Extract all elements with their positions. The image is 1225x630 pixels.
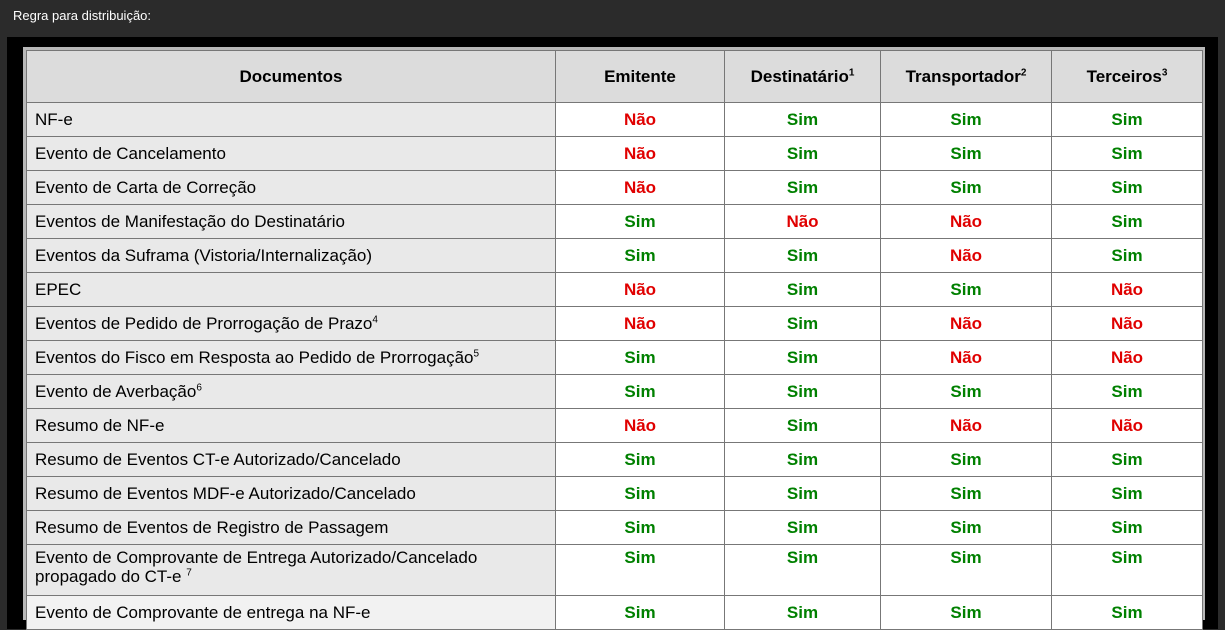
status-value-cell: Sim xyxy=(725,239,881,273)
document-name: Resumo de Eventos de Registro de Passagem xyxy=(35,517,389,537)
document-name: Resumo de NF-e xyxy=(35,415,165,435)
status-value-cell: Sim xyxy=(1052,103,1203,137)
status-value-cell: Não xyxy=(556,307,725,341)
status-value-cell: Não xyxy=(881,307,1052,341)
table-row xyxy=(27,477,1203,511)
status-value-cell: Sim xyxy=(1052,443,1203,477)
status-value-cell: Sim xyxy=(556,443,725,477)
document-name: Eventos do Fisco em Resposta ao Pedido de Prorrogação xyxy=(35,347,474,367)
document-name-cell xyxy=(27,307,556,341)
status-value-cell: Não xyxy=(556,103,725,137)
document-name: Resumo de Eventos CT-e Autorizado/Cancelado xyxy=(35,449,401,469)
document-name-cell xyxy=(27,205,556,239)
document-name-cell xyxy=(27,103,556,137)
status-value-cell: Sim xyxy=(725,511,881,545)
footnote-marker: 1 xyxy=(848,66,855,78)
status-value-cell: Sim xyxy=(881,171,1052,205)
status-value-cell: Sim xyxy=(725,137,881,171)
table-row xyxy=(27,596,1203,630)
column-header-documentos xyxy=(27,51,556,103)
status-value-cell: Sim xyxy=(881,511,1052,545)
document-name: Evento de Comprovante de entrega na NF-e xyxy=(35,602,371,622)
table-row xyxy=(27,545,1203,596)
status-value-cell: Sim xyxy=(881,596,1052,630)
status-value-cell: Não xyxy=(1052,273,1203,307)
status-value-cell: Sim xyxy=(725,103,881,137)
column-header-transportador xyxy=(881,51,1052,103)
status-value-cell: Sim xyxy=(556,596,725,630)
document-name-cell xyxy=(27,137,556,171)
footnote-marker: 4 xyxy=(372,313,378,325)
status-value-cell: Não xyxy=(725,205,881,239)
status-value-cell: Não xyxy=(556,171,725,205)
distribution-table-frame xyxy=(23,47,1205,620)
status-value-cell: Sim xyxy=(725,443,881,477)
status-value-cell: Não xyxy=(1052,409,1203,443)
document-name: NF-e xyxy=(35,109,73,129)
status-value-cell: Sim xyxy=(725,273,881,307)
status-value-cell: Sim xyxy=(556,375,725,409)
status-value-cell: Sim xyxy=(556,205,725,239)
status-value-cell: Sim xyxy=(881,137,1052,171)
status-value-cell: Sim xyxy=(1052,205,1203,239)
status-value-cell: Sim xyxy=(725,171,881,205)
document-name: Eventos da Suframa (Vistoria/Internalização) xyxy=(35,245,373,265)
status-value-cell: Sim xyxy=(1052,375,1203,409)
status-value-cell: Sim xyxy=(556,545,725,596)
status-value-cell: Não xyxy=(881,205,1052,239)
status-value-cell: Não xyxy=(881,239,1052,273)
footnote-marker: 6 xyxy=(196,381,202,393)
table-row xyxy=(27,375,1203,409)
status-value-cell: Sim xyxy=(881,545,1052,596)
status-value-cell: Sim xyxy=(725,477,881,511)
status-value-cell: Sim xyxy=(881,443,1052,477)
table-row xyxy=(27,341,1203,375)
document-name-cell xyxy=(27,545,556,596)
table-row xyxy=(27,103,1203,137)
status-value-cell: Sim xyxy=(556,511,725,545)
status-value-cell: Não xyxy=(1052,341,1203,375)
status-value-cell: Sim xyxy=(725,375,881,409)
document-name-cell xyxy=(27,341,556,375)
status-value-cell: Sim xyxy=(556,477,725,511)
status-value-cell: Sim xyxy=(1052,545,1203,596)
status-value-cell: Não xyxy=(556,137,725,171)
status-value-cell: Sim xyxy=(881,103,1052,137)
document-name-cell xyxy=(27,511,556,545)
table-row xyxy=(27,511,1203,545)
column-header-label: Documentos xyxy=(239,66,343,86)
status-value-cell: Não xyxy=(881,341,1052,375)
document-name: Resumo de Eventos MDF-e Autorizado/Cancelado xyxy=(35,483,416,503)
content-panel xyxy=(7,37,1218,629)
column-header-label: Destinatário xyxy=(750,66,849,86)
table-row xyxy=(27,205,1203,239)
footnote-marker: 2 xyxy=(1020,66,1027,78)
document-name-cell xyxy=(27,239,556,273)
document-name-cell xyxy=(27,375,556,409)
document-name-cell xyxy=(27,596,556,630)
table-row xyxy=(27,171,1203,205)
status-value-cell: Sim xyxy=(725,545,881,596)
status-value-cell: Sim xyxy=(1052,239,1203,273)
document-name: Evento de Averbação xyxy=(35,381,197,401)
document-name: Eventos de Manifestação do Destinatário xyxy=(35,211,345,231)
status-value-cell: Sim xyxy=(725,596,881,630)
footnote-marker: 5 xyxy=(473,347,480,359)
distribution-table xyxy=(26,50,1203,630)
status-value-cell: Não xyxy=(881,409,1052,443)
footnote-marker: 7 xyxy=(186,567,192,579)
column-header-destinatario xyxy=(725,51,881,103)
document-name-cell xyxy=(27,273,556,307)
status-value-cell: Sim xyxy=(1052,137,1203,171)
table-row xyxy=(27,409,1203,443)
document-name-cell xyxy=(27,171,556,205)
table-row xyxy=(27,137,1203,171)
status-value-cell: Não xyxy=(556,273,725,307)
column-header-label: Transportador xyxy=(905,66,1021,86)
status-value-cell: Sim xyxy=(881,273,1052,307)
document-name: Evento de Cancelamento xyxy=(35,143,226,163)
status-value-cell: Sim xyxy=(881,375,1052,409)
table-body xyxy=(27,103,1203,630)
table-row xyxy=(27,239,1203,273)
status-value-cell: Sim xyxy=(725,307,881,341)
column-header-label: Terceiros xyxy=(1086,66,1162,86)
status-value-cell: Sim xyxy=(1052,477,1203,511)
status-value-cell: Sim xyxy=(1052,511,1203,545)
document-name: Evento de Carta de Correção xyxy=(35,177,257,197)
table-row xyxy=(27,307,1203,341)
footnote-marker: 3 xyxy=(1161,66,1168,78)
status-value-cell: Sim xyxy=(556,239,725,273)
table-header-row xyxy=(27,51,1203,103)
section-title: Regra para distribuição: xyxy=(13,8,152,23)
document-name-cell xyxy=(27,477,556,511)
column-header-emitente xyxy=(556,51,725,103)
status-value-cell: Sim xyxy=(725,409,881,443)
status-value-cell: Sim xyxy=(881,477,1052,511)
document-name-cell xyxy=(27,443,556,477)
document-name: EPEC xyxy=(35,279,82,299)
document-name: Evento de Comprovante de Entrega Autorizado/Cancelado propagado do CT-e xyxy=(35,548,478,586)
column-header-terceiros xyxy=(1052,51,1203,103)
document-name-cell xyxy=(27,409,556,443)
column-header-label: Emitente xyxy=(604,66,676,86)
status-value-cell: Sim xyxy=(725,341,881,375)
status-value-cell: Sim xyxy=(1052,171,1203,205)
status-value-cell: Sim xyxy=(1052,596,1203,630)
document-name: Eventos de Pedido de Prorrogação de Prazo xyxy=(35,313,373,333)
table-row xyxy=(27,443,1203,477)
status-value-cell: Não xyxy=(1052,307,1203,341)
table-row xyxy=(27,273,1203,307)
status-value-cell: Não xyxy=(556,409,725,443)
status-value-cell: Sim xyxy=(556,341,725,375)
